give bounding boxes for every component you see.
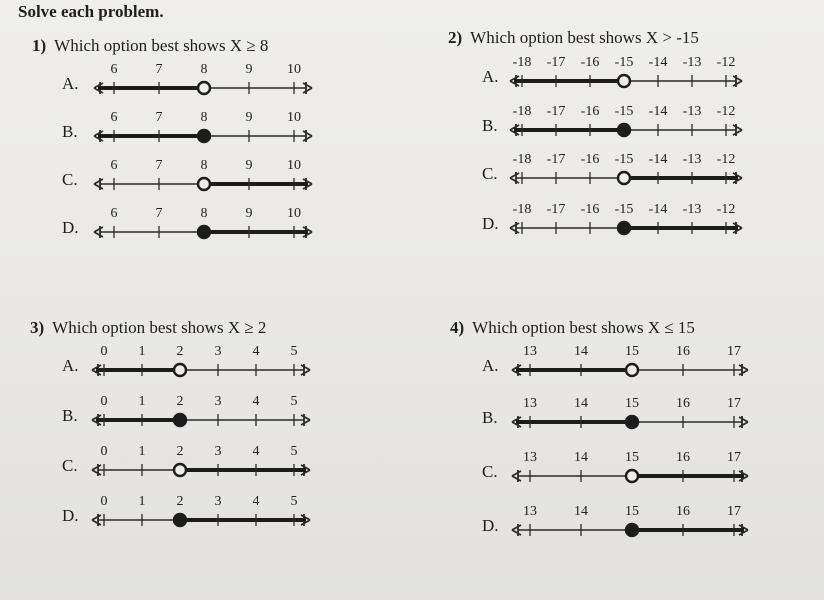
open-point-icon bbox=[626, 470, 638, 482]
tick-label: 9 bbox=[245, 110, 253, 125]
tick-label: -12 bbox=[716, 152, 736, 167]
tick-label: 1 bbox=[138, 394, 146, 409]
option-label[interactable]: A. bbox=[482, 67, 499, 86]
closed-point-icon bbox=[626, 524, 638, 536]
tick-label: 10 bbox=[287, 158, 301, 173]
tick-label: -13 bbox=[682, 104, 702, 119]
open-point-icon bbox=[618, 172, 630, 184]
tick-label: 14 bbox=[574, 344, 588, 359]
tick-label: 1 bbox=[138, 444, 146, 459]
tick-label: -18 bbox=[512, 55, 532, 70]
tick-label: -12 bbox=[716, 202, 736, 217]
tick-label: 16 bbox=[676, 344, 690, 359]
question-prompt: Which option best shows X ≥ 8 bbox=[54, 36, 269, 55]
tick-label: -16 bbox=[580, 202, 600, 217]
tick-label: -16 bbox=[580, 104, 600, 119]
option-label[interactable]: B. bbox=[62, 406, 78, 425]
tick-label: 4 bbox=[252, 394, 260, 409]
worksheet-heading: Solve each problem. bbox=[18, 2, 164, 21]
closed-point-icon bbox=[618, 124, 630, 136]
question-1-title bbox=[32, 36, 268, 56]
number-line-q3-opt-c[interactable] bbox=[92, 444, 310, 480]
tick-label: 8 bbox=[200, 110, 208, 125]
tick-label: -17 bbox=[546, 55, 566, 70]
option-label[interactable]: C. bbox=[482, 164, 498, 183]
open-point-icon bbox=[174, 364, 186, 376]
tick-label: 15 bbox=[625, 396, 639, 411]
tick-label: 10 bbox=[287, 62, 301, 77]
tick-label: 9 bbox=[245, 62, 253, 77]
tick-label: 4 bbox=[252, 494, 260, 509]
tick-label: -15 bbox=[614, 104, 634, 119]
tick-label: 14 bbox=[574, 450, 588, 465]
option-label[interactable]: A. bbox=[62, 74, 79, 93]
tick-label: 8 bbox=[200, 206, 208, 221]
tick-label: 0 bbox=[100, 394, 108, 409]
tick-label: 7 bbox=[155, 206, 163, 221]
option-label[interactable]: A. bbox=[62, 356, 79, 375]
tick-label: -18 bbox=[512, 152, 532, 167]
tick-label: -14 bbox=[648, 104, 668, 119]
tick-label: 4 bbox=[252, 444, 260, 459]
tick-label: -17 bbox=[546, 152, 566, 167]
tick-label: 9 bbox=[245, 158, 253, 173]
number-line-q2-opt-a[interactable] bbox=[510, 55, 742, 91]
tick-label: -14 bbox=[648, 55, 668, 70]
tick-label: 17 bbox=[727, 344, 741, 359]
option-label[interactable]: C. bbox=[62, 170, 78, 189]
number-line-q4-opt-c[interactable] bbox=[512, 450, 748, 486]
option-label[interactable]: A. bbox=[482, 356, 499, 375]
tick-label: 13 bbox=[523, 504, 537, 519]
tick-label: 17 bbox=[727, 504, 741, 519]
tick-label: -12 bbox=[716, 55, 736, 70]
closed-point-icon bbox=[198, 226, 210, 238]
tick-label: 0 bbox=[100, 344, 108, 359]
number-line-q1-opt-d[interactable] bbox=[94, 206, 312, 242]
tick-label: 10 bbox=[287, 206, 301, 221]
tick-label: 6 bbox=[110, 206, 118, 221]
number-line-q1-opt-b[interactable] bbox=[94, 110, 312, 146]
tick-label: 13 bbox=[523, 450, 537, 465]
tick-label: 14 bbox=[574, 504, 588, 519]
number-line-q3-opt-a[interactable] bbox=[92, 344, 310, 380]
tick-label: -16 bbox=[580, 55, 600, 70]
tick-label: 2 bbox=[176, 494, 184, 509]
open-point-icon bbox=[198, 178, 210, 190]
question-3-title bbox=[30, 318, 266, 338]
tick-label: 15 bbox=[625, 504, 639, 519]
tick-label: -15 bbox=[614, 55, 634, 70]
tick-label: 5 bbox=[290, 344, 298, 359]
question-number: 4) bbox=[450, 318, 465, 337]
tick-label: 8 bbox=[200, 62, 208, 77]
option-label[interactable]: C. bbox=[482, 462, 498, 481]
option-label[interactable]: D. bbox=[482, 516, 499, 535]
tick-label: 7 bbox=[155, 62, 163, 77]
tick-label: 6 bbox=[110, 110, 118, 125]
open-point-icon bbox=[198, 82, 210, 94]
number-line-q2-opt-d[interactable] bbox=[510, 202, 742, 238]
tick-label: 4 bbox=[252, 344, 260, 359]
question-number: 1) bbox=[32, 36, 47, 55]
question-number: 2) bbox=[448, 28, 463, 47]
tick-label: 5 bbox=[290, 394, 298, 409]
tick-label: 7 bbox=[155, 110, 163, 125]
tick-label: 17 bbox=[727, 450, 741, 465]
tick-label: 3 bbox=[214, 444, 222, 459]
question-prompt: Which option best shows X ≥ 2 bbox=[52, 318, 267, 337]
number-line-q4-opt-b[interactable] bbox=[512, 396, 748, 432]
tick-label: 1 bbox=[138, 344, 146, 359]
option-label[interactable]: C. bbox=[62, 456, 78, 475]
tick-label: 3 bbox=[214, 494, 222, 509]
closed-point-icon bbox=[174, 514, 186, 526]
tick-label: 2 bbox=[176, 444, 184, 459]
closed-point-icon bbox=[626, 416, 638, 428]
number-line-q2-opt-c[interactable] bbox=[510, 152, 742, 188]
number-line-q4-opt-d[interactable] bbox=[512, 504, 748, 540]
tick-label: 10 bbox=[287, 110, 301, 125]
closed-point-icon bbox=[174, 414, 186, 426]
question-prompt: Which option best shows X ≤ 15 bbox=[472, 318, 695, 337]
question-number: 3) bbox=[30, 318, 45, 337]
number-line-q4-opt-a[interactable] bbox=[512, 344, 748, 380]
option-label[interactable]: D. bbox=[482, 214, 499, 233]
tick-label: -17 bbox=[546, 202, 566, 217]
tick-label: -12 bbox=[716, 104, 736, 119]
option-label[interactable]: D. bbox=[62, 218, 79, 237]
tick-label: -13 bbox=[682, 152, 702, 167]
tick-label: 1 bbox=[138, 494, 146, 509]
tick-label: -14 bbox=[648, 202, 668, 217]
tick-label: 6 bbox=[110, 158, 118, 173]
open-point-icon bbox=[618, 75, 630, 87]
open-point-icon bbox=[626, 364, 638, 376]
option-label[interactable]: B. bbox=[62, 122, 78, 141]
tick-label: -13 bbox=[682, 55, 702, 70]
tick-label: 13 bbox=[523, 396, 537, 411]
tick-label: 0 bbox=[100, 444, 108, 459]
tick-label: 3 bbox=[214, 344, 222, 359]
option-label[interactable]: D. bbox=[62, 506, 79, 525]
tick-label: -15 bbox=[614, 202, 634, 217]
tick-label: -18 bbox=[512, 104, 532, 119]
tick-label: -14 bbox=[648, 152, 668, 167]
tick-label: 17 bbox=[727, 396, 741, 411]
tick-label: 6 bbox=[110, 62, 118, 77]
tick-label: 15 bbox=[625, 344, 639, 359]
question-2-title bbox=[448, 28, 699, 48]
tick-label: 5 bbox=[290, 494, 298, 509]
number-line-q1-opt-a[interactable] bbox=[94, 62, 312, 98]
tick-label: 15 bbox=[625, 450, 639, 465]
tick-label: 14 bbox=[574, 396, 588, 411]
tick-label: 7 bbox=[155, 158, 163, 173]
question-4-title bbox=[450, 318, 695, 338]
tick-label: -16 bbox=[580, 152, 600, 167]
tick-label: 16 bbox=[676, 396, 690, 411]
tick-label: 9 bbox=[245, 206, 253, 221]
tick-label: 13 bbox=[523, 344, 537, 359]
open-point-icon bbox=[174, 464, 186, 476]
tick-label: 2 bbox=[176, 394, 184, 409]
closed-point-icon bbox=[198, 130, 210, 142]
tick-label: -15 bbox=[614, 152, 634, 167]
tick-label: -17 bbox=[546, 104, 566, 119]
number-line-q2-opt-b[interactable] bbox=[510, 104, 742, 140]
tick-label: -18 bbox=[512, 202, 532, 217]
tick-label: 16 bbox=[676, 504, 690, 519]
tick-label: -13 bbox=[682, 202, 702, 217]
option-label[interactable]: B. bbox=[482, 116, 498, 135]
question-prompt: Which option best shows X > -15 bbox=[470, 28, 699, 47]
option-label[interactable]: B. bbox=[482, 408, 498, 427]
number-line-q3-opt-b[interactable] bbox=[92, 394, 310, 430]
tick-label: 8 bbox=[200, 158, 208, 173]
tick-label: 5 bbox=[290, 444, 298, 459]
number-line-q1-opt-c[interactable] bbox=[94, 158, 312, 194]
number-line-q3-opt-d[interactable] bbox=[92, 494, 310, 530]
tick-label: 3 bbox=[214, 394, 222, 409]
tick-label: 0 bbox=[100, 494, 108, 509]
tick-label: 2 bbox=[176, 344, 184, 359]
tick-label: 16 bbox=[676, 450, 690, 465]
closed-point-icon bbox=[618, 222, 630, 234]
